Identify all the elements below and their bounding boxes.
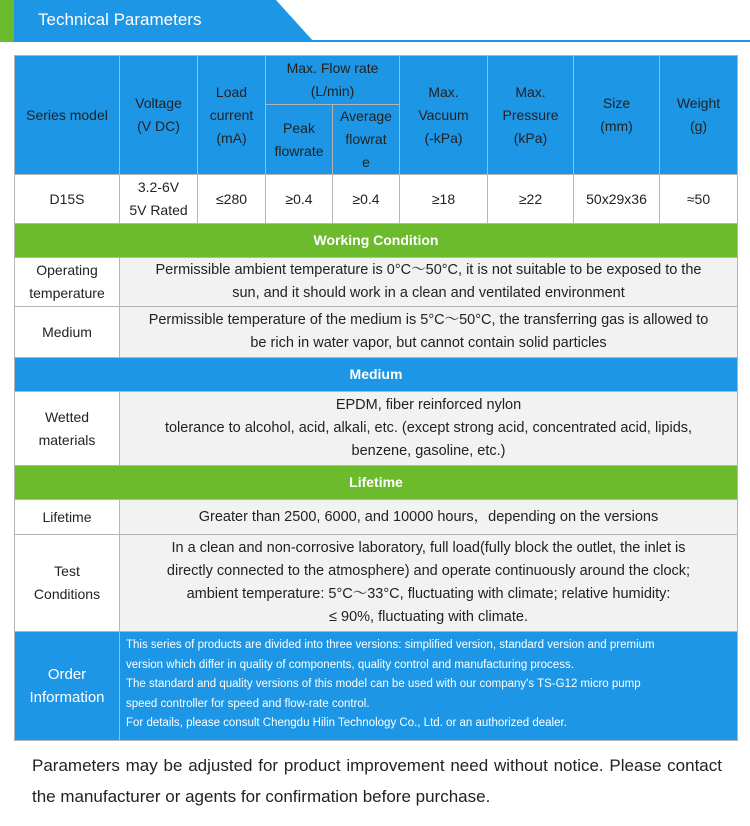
medium-heading: Medium — [15, 358, 738, 392]
col-average-flow: Average flowrat e — [333, 105, 400, 175]
header-underline — [276, 40, 750, 42]
disclaimer-note: Parameters may be adjusted for product improvement need without notice. Please contact the manufacturer or agents for confirmation before purchase. — [32, 756, 722, 806]
working-condition-heading: Working Condition — [15, 224, 738, 258]
cell-peak-flow: ≥0.4 — [266, 175, 333, 224]
medium-label: Medium — [15, 307, 120, 358]
lifetime-heading: Lifetime — [15, 466, 738, 500]
col-weight: Weight (g) — [660, 56, 738, 175]
col-max-vacuum: Max. Vacuum (-kPa) — [400, 56, 488, 175]
cell-average-flow: ≥0.4 — [333, 175, 400, 224]
parameters-table — [14, 55, 738, 741]
operating-temperature-label: Operating temperature — [15, 258, 120, 307]
header-accent — [0, 0, 14, 42]
order-information-value: This series of products are divided into three versions: simplified version, standard version and premium version which differ in quality of components, quality control and manufacturing process. The standard and quality versions of this model can be used with our company's TS-G12 micro pump speed controller for speed and flow-rate control. For details, please consult Chengdu Hilin Technology Co., Ltd. or an authorized dealer. — [120, 632, 738, 741]
wetted-materials-value: EPDM, fiber reinforced nylon tolerance to alcohol, acid, alkali, etc. (except strong acid, concentrated acid, lipids, benzene, gasoline, etc.) — [120, 392, 738, 466]
cell-pressure: ≥22 — [488, 175, 574, 224]
section-title: Technical Parameters — [38, 10, 202, 29]
test-conditions-value: In a clean and non-corrosive laboratory, full load(fully block the outlet, the inlet is directly connected to the atmosphere) and operate continuously around the clock; ambient temperature: 5°C～33°C, fluctuating with climate; relative humidity: ≤ 90%, fluctuating with climate. — [120, 535, 738, 632]
cell-voltage: 3.2-6V 5V Rated — [120, 175, 198, 224]
medium-value: Permissible temperature of the medium is 5°C～50°C, the transferring gas is allowed to be rich in water vapor, but cannot contain solid particles — [120, 307, 738, 358]
col-peak-flow: Peak flowrate — [266, 105, 333, 175]
table-row — [15, 175, 738, 224]
lifetime-value: Greater than 2500, 6000, and 10000 hours，depending on the versions — [120, 500, 738, 535]
test-conditions-label: Test Conditions — [15, 535, 120, 632]
operating-temperature-value: Permissible ambient temperature is 0°C～50°C, it is not suitable to be exposed to the sun, and it should work in a clean and ventilated environment — [120, 258, 738, 307]
col-series-model: Series model — [15, 56, 120, 175]
col-size: Size (mm) — [574, 56, 660, 175]
col-voltage: Voltage (V DC) — [120, 56, 198, 175]
cell-load-current: ≤280 — [198, 175, 266, 224]
col-max-flow: Max. Flow rate (L/min) — [266, 56, 400, 105]
order-information-label: Order Information — [15, 632, 120, 741]
lifetime-label: Lifetime — [15, 500, 120, 535]
col-load-current: Load current (mA) — [198, 56, 266, 175]
col-max-pressure: Max. Pressure (kPa) — [488, 56, 574, 175]
cell-model: D15S — [15, 175, 120, 224]
wetted-materials-label: Wetted materials — [15, 392, 120, 466]
cell-weight: ≈50 — [660, 175, 738, 224]
cell-vacuum: ≥18 — [400, 175, 488, 224]
section-header — [0, 0, 750, 44]
cell-size: 50x29x36 — [574, 175, 660, 224]
